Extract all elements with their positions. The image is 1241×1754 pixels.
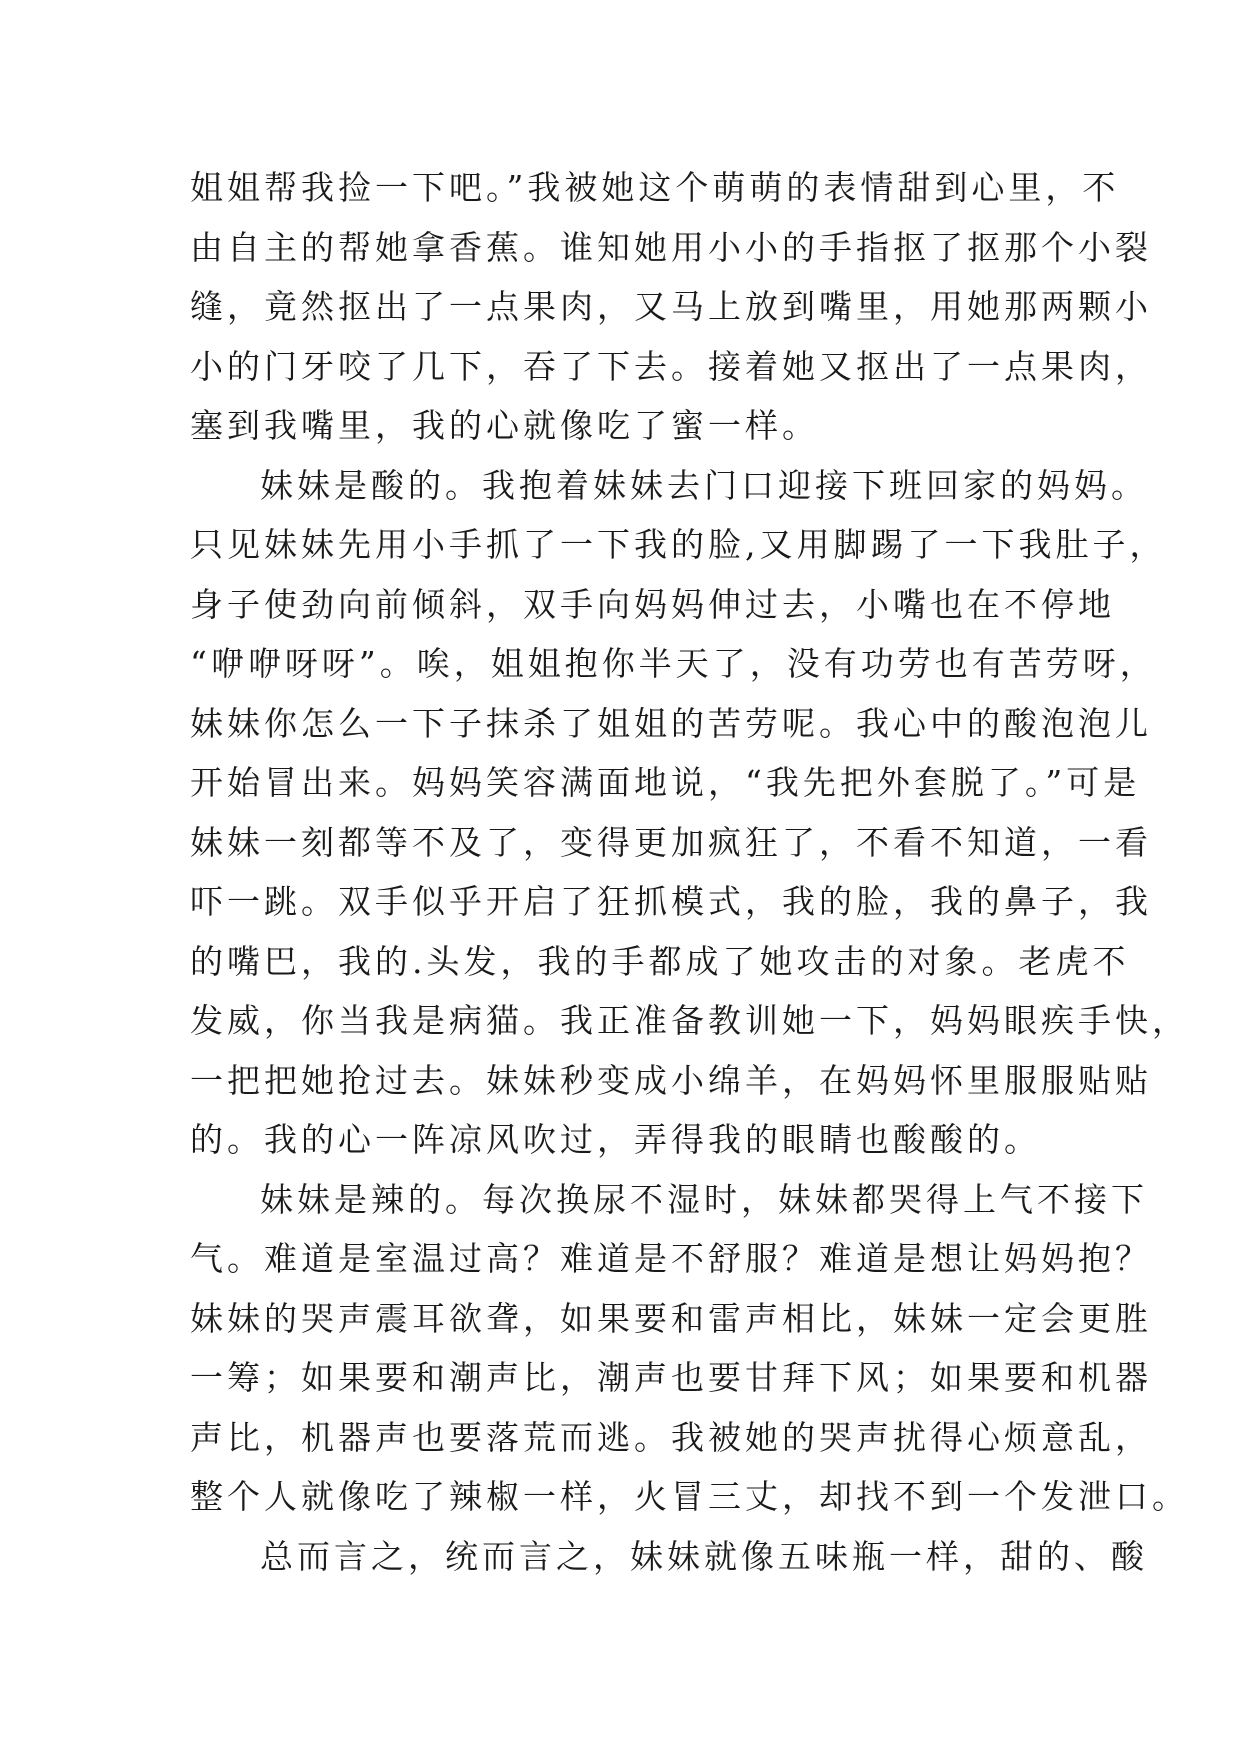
- text-line: 姐姐帮我捡一下吧。”我被她这个萌萌的表情甜到心里，不: [190, 168, 1120, 207]
- text-line: 整个人就像吃了辣椒一样，火冒三丈，却找不到一个发泄口。: [190, 1477, 1189, 1516]
- text-line: 妹妹你怎么一下子抹杀了姐姐的苦劳呢。我心中的酸泡泡儿: [190, 703, 1152, 743]
- text-line: 缝，竟然抠出了一点果肉，又马上放到嘴里，用她那两颗小: [190, 287, 1152, 326]
- paragraph-first-line: 妹妹是辣的。每次换尿不湿时，妹妹都哭得上气不接下: [260, 1179, 1148, 1219]
- text-line: 吓一跳。双手似乎开启了狂抓模式，我的脸，我的鼻子，我: [190, 882, 1152, 921]
- text-line: 气。难道是室温过高？难道是不舒服？难道是想让妈妈抱？: [190, 1239, 1152, 1278]
- text-line: “咿咿呀呀”。唉，姐姐抱你半天了，没有功劳也有苦劳呀，: [190, 644, 1157, 683]
- text-line: 一把把她抢过去。妹妹秒变成小绵羊，在妈妈怀里服服贴贴: [190, 1060, 1152, 1100]
- text-line: 妹妹一刻都等不及了，变得更加疯狂了，不看不知道，一看: [190, 822, 1152, 862]
- paragraph-first-line: 总而言之，统而言之，妹妹就像五味瓶一样，甜的、酸: [260, 1536, 1148, 1576]
- text-line: 由自主的帮她拿香蕉。谁知她用小小的手指抠了抠那个小裂: [190, 227, 1152, 267]
- paragraph-first-line: 妹妹是酸的。我抱着妹妹去门口迎接下班回家的妈妈。: [260, 465, 1148, 505]
- document-body: [190, 158, 1189, 1586]
- text-line: 声比，机器声也要落荒而逃。我被她的哭声扰得心烦意乱，: [190, 1417, 1152, 1457]
- text-line: 的。我的心一阵凉风吹过，弄得我的眼睛也酸酸的。: [190, 1120, 1041, 1159]
- text-line: 只见妹妹先用小手抓了一下我的脸,又用脚踢了一下我肚子，: [190, 525, 1167, 564]
- text-line: 塞到我嘴里，我的心就像吃了蜜一样。: [190, 406, 819, 445]
- text-line: 身子使劲向前倾斜，双手向妈妈伸过去，小嘴也在不停地: [190, 584, 1115, 624]
- text-line: 的嘴巴，我的.头发，我的手都成了她攻击的对象。老虎不: [190, 941, 1130, 981]
- text-line: 发威，你当我是病猫。我正准备教训她一下，妈妈眼疾手快，: [190, 1001, 1189, 1040]
- text-line: 开始冒出来。妈妈笑容满面地说，“我先把外套脱了。”可是: [190, 763, 1141, 802]
- text-line: 小的门牙咬了几下，吞了下去。接着她又抠出了一点果肉，: [190, 346, 1152, 386]
- text-line: 一筹；如果要和潮声比，潮声也要甘拜下风；如果要和机器: [190, 1358, 1152, 1397]
- text-line: 妹妹的哭声震耳欲聋，如果要和雷声相比，妹妹一定会更胜: [190, 1298, 1152, 1338]
